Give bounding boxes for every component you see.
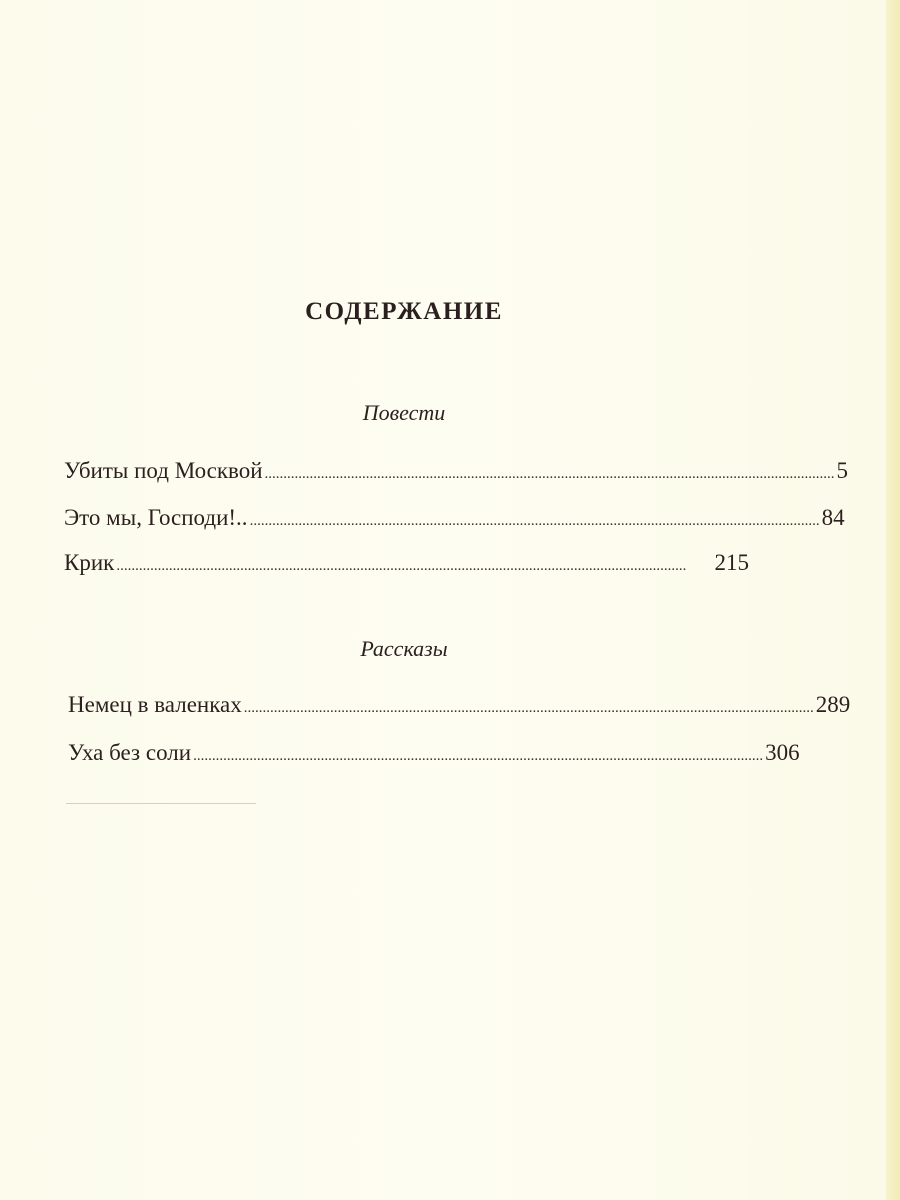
dot-leader: ........................................................................................................................................................ [249,513,820,529]
toc-entry-title: Немец в валенках [68,692,242,717]
toc-entry[interactable] [64,550,749,580]
toc-entry-page: 289 [815,692,851,717]
dot-leader: ........................................................................................................................................................ [243,700,814,716]
toc-entry[interactable] [64,458,849,488]
page-edge [886,0,900,1200]
toc-entry-page: 306 [765,740,800,765]
toc-entry-page: 5 [836,458,849,483]
section-title-povesti: Повести [362,400,446,425]
toc-entry-title: Крик [64,550,115,575]
toc-entry[interactable] [68,740,800,770]
toc-entry-title: Это мы, Господи!.. [64,505,248,530]
faint-rule [66,803,256,804]
contents-heading: СОДЕРЖАНИЕ [305,298,503,325]
toc-entry-page: 84 [821,505,845,530]
dot-leader: ........................................................................................................................................................ [264,466,835,482]
toc-entry[interactable] [68,692,851,722]
toc-entry-page: 215 [714,550,749,575]
toc-entry-title: Убиты под Москвой [64,458,263,483]
dot-leader: ........................................................................................................................................................ [193,748,764,764]
toc-entry-title: Уха без соли [68,740,192,765]
section-title-rasskazy: Рассказы [360,636,448,661]
toc-entry[interactable] [64,505,845,535]
dot-leader: ........................................................................................................................................................ [116,558,687,574]
